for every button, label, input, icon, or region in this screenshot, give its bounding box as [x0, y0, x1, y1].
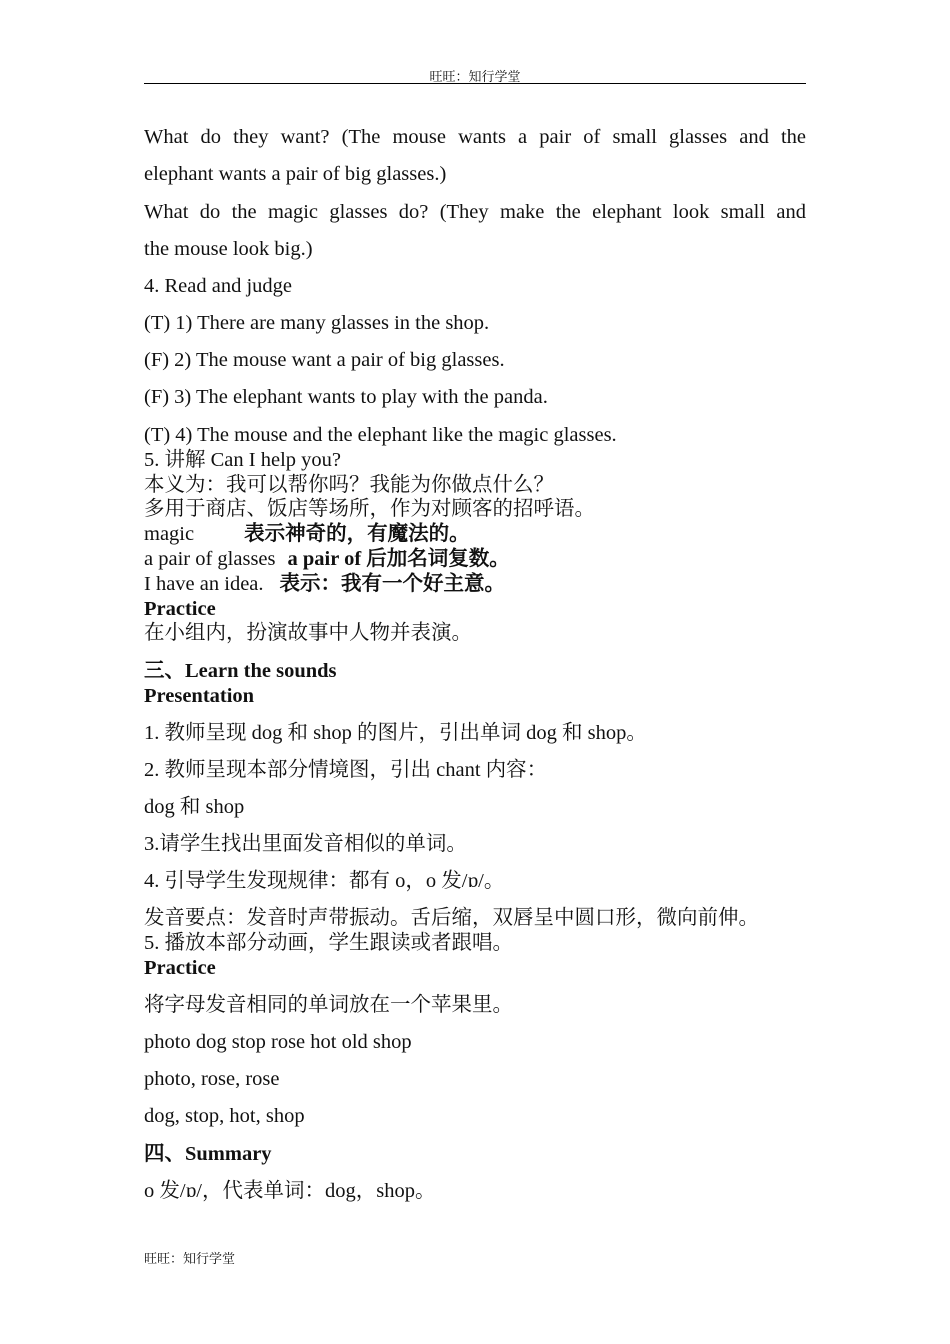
judge-item: (T) 1) There are many glasses in the shop.: [144, 312, 490, 334]
section-heading: 四、Summary: [144, 1143, 272, 1165]
word-list: photo dog stop rose hot old shop: [144, 1031, 412, 1053]
text-line: 将字母发音相同的单词放在一个苹果里。: [144, 994, 513, 1016]
text-line: What do the magic glasses do? (They make the elephant look small and: [144, 201, 806, 223]
text-line: elephant wants a pair of big glasses.): [144, 163, 447, 185]
subheading-presentation: Presentation: [144, 685, 255, 707]
text-line: 多用于商店、饭店等场所，作为对顾客的招呼语。: [144, 498, 595, 520]
text-line: 5. 讲解 Can I help you?: [144, 449, 341, 471]
vocab-meaning: a pair of 后加名词复数。: [287, 548, 510, 570]
section-heading: 4. Read and judge: [144, 275, 293, 297]
text-line: the mouse look big.): [144, 238, 313, 260]
word-group: dog, stop, hot, shop: [144, 1105, 305, 1127]
text-line: 2. 教师呈现本部分情境图，引出 chant 内容：: [144, 759, 548, 781]
vocab-meaning: 表示神奇的，有魔法的。: [244, 523, 470, 545]
vocab-word: a pair of glasses: [144, 548, 276, 570]
header-divider: [144, 83, 806, 84]
text-line: 3.请学生找出里面发音相似的单词。: [144, 833, 467, 855]
page-footer: 旺旺：知行学堂: [144, 1251, 236, 1266]
judge-item: (F) 2) The mouse want a pair of big glasses.: [144, 349, 505, 371]
vocab-word: magic: [144, 523, 195, 545]
text-line: dog 和 shop: [144, 796, 245, 818]
vocab-line: [144, 572, 806, 596]
text-line: o 发/ɒ/，代表单词：dog，shop。: [144, 1180, 436, 1202]
judge-item: (F) 3) The elephant wants to play with the panda.: [144, 386, 548, 408]
vocab-line: [144, 522, 806, 546]
vocab-word: I have an idea.: [144, 573, 264, 595]
word-group: photo, rose, rose: [144, 1068, 280, 1090]
vocab-meaning: 表示：我有一个好主意。: [279, 573, 506, 595]
text-line: 4. 引导学生发现规律：都有 o，o 发/ɒ/。: [144, 870, 505, 892]
subheading-practice: Practice: [144, 957, 216, 979]
vocab-line: [144, 547, 806, 571]
text-line: 1. 教师呈现 dog 和 shop 的图片，引出单词 dog 和 shop。: [144, 722, 647, 744]
page-header: 旺旺：知行学堂: [429, 69, 521, 84]
text-line: 发音要点：发音时声带振动。舌后缩，双唇呈中圆口形，微向前伸。: [144, 907, 759, 929]
section-heading: 三、Learn the sounds: [144, 660, 337, 682]
judge-item: (T) 4) The mouse and the elephant like the magic glasses.: [144, 424, 617, 446]
text-line: 在小组内，扮演故事中人物并表演。: [144, 622, 472, 644]
text-line: What do they want? (The mouse wants a pair of small glasses and the: [144, 126, 806, 148]
text-line: 5. 播放本部分动画，学生跟读或者跟唱。: [144, 932, 513, 954]
text-line: 本义为：我可以帮你吗？我能为你做点什么？: [144, 474, 554, 496]
subheading-practice: Practice: [144, 598, 216, 620]
